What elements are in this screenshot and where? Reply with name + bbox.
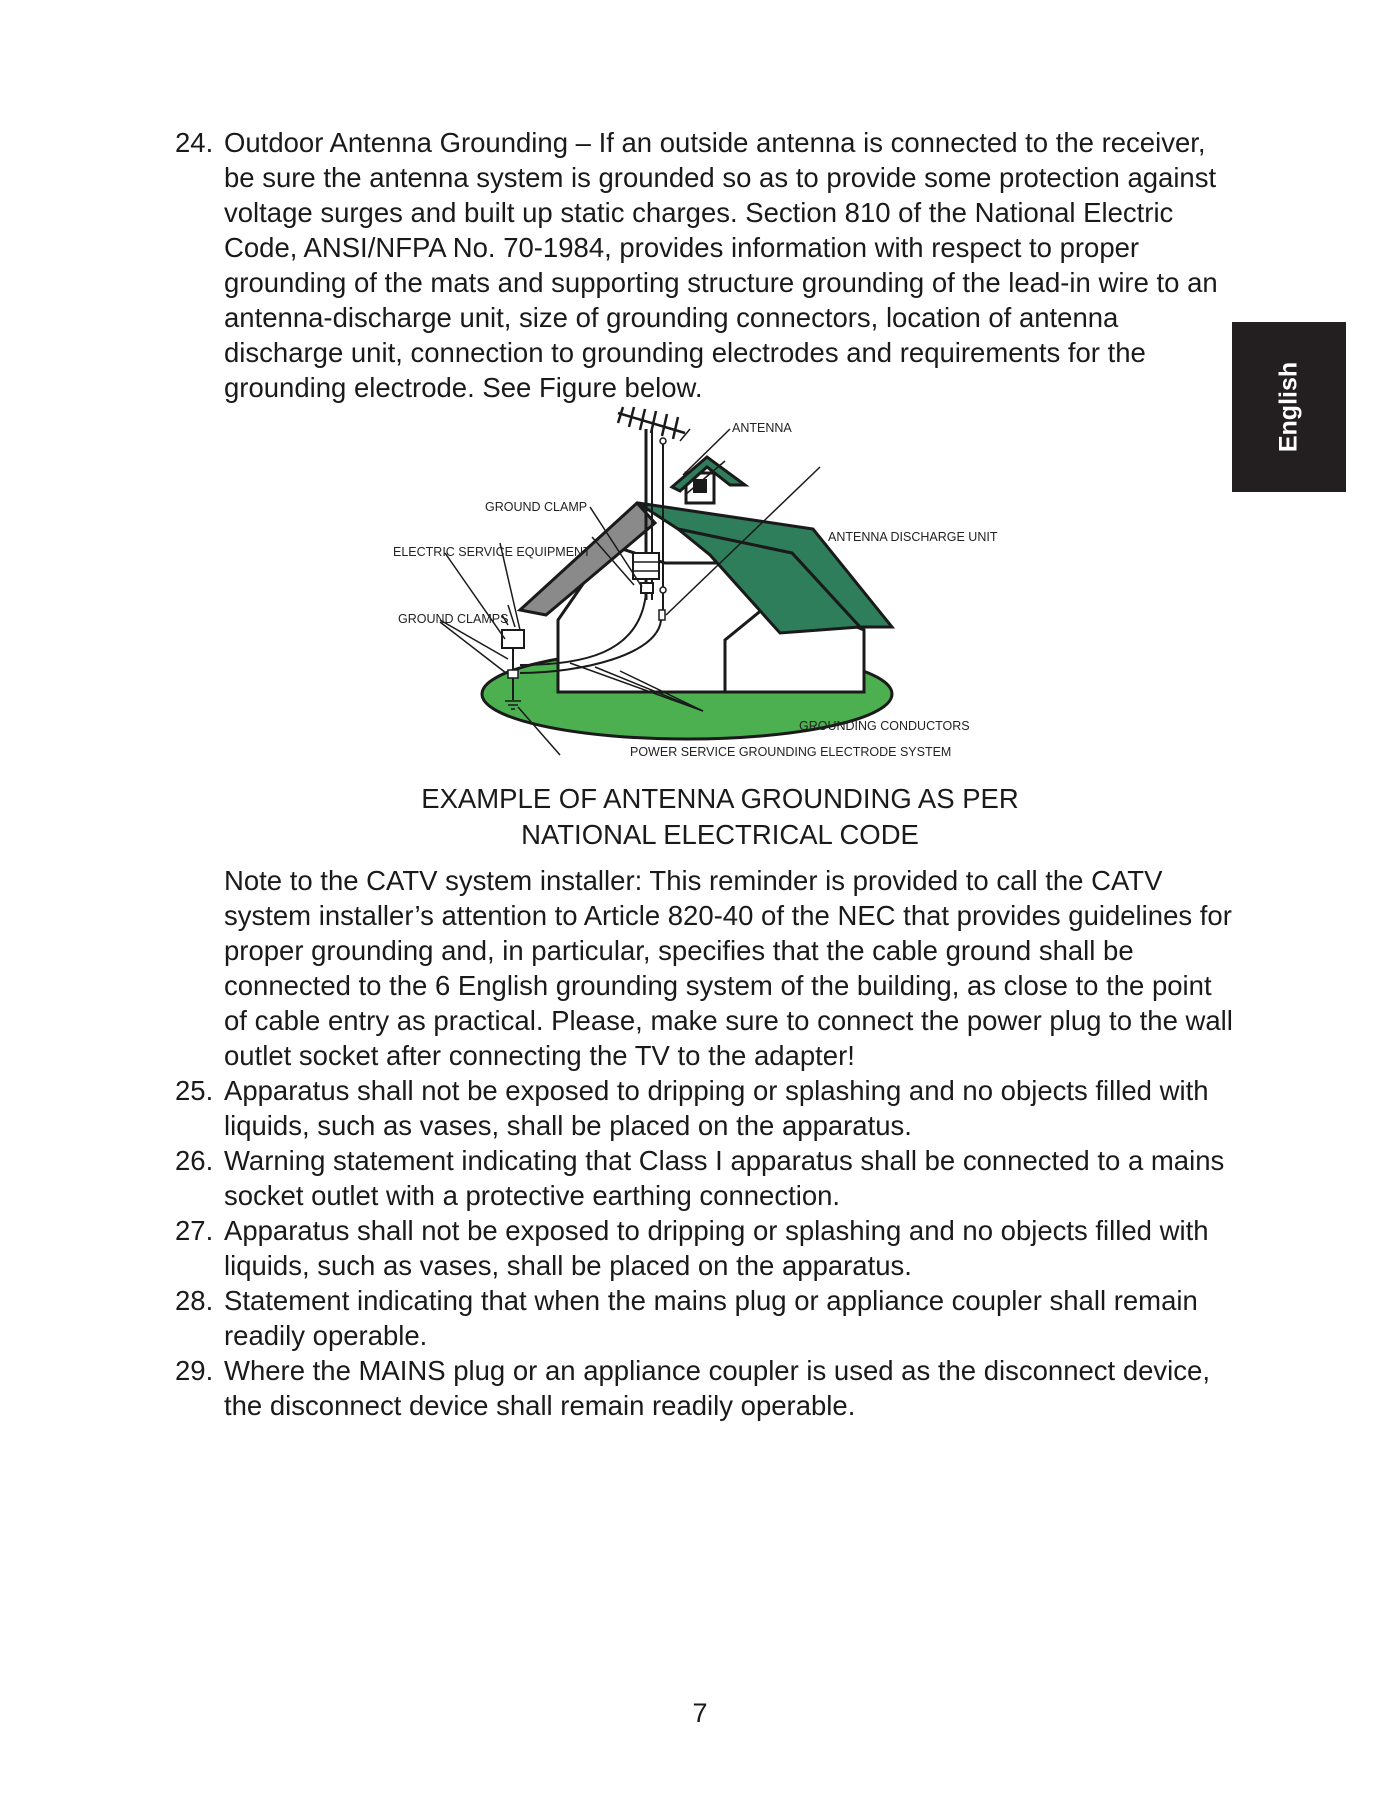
list-item-28 [175,1283,1235,1353]
antenna-grounding-figure [380,405,1020,775]
label-power-service: POWER SERVICE GROUNDING ELECTRODE SYSTEM [630,745,952,759]
label-antenna-discharge-unit: ANTENNA DISCHARGE UNIT [828,530,998,544]
list-item-29 [175,1353,1235,1423]
service-equipment [502,630,524,648]
list-item-27 [175,1213,1235,1283]
item-text: Statement indicating that when the mains plug or appliance coupler shall remain readily operable. [224,1285,1198,1351]
ground-clamp-lower [508,670,518,678]
list-item-25 [175,1073,1235,1143]
caption-line-2: NATIONAL ELECTRICAL CODE [521,819,919,850]
item-text: Outdoor Antenna Grounding – If an outside antenna is connected to the receiver, be sure the antenna system is grounded so as to provide some protection against voltage surges and built up static charges. Section 810 of the National Electric Code, ANSI/NFPA No. 70-1984, provides information with respect to proper grounding of the mats and supporting structure grounding of the lead-in wire to an antenna-discharge unit, size of grounding connectors, location of antenna discharge unit, connection to grounding electrodes and requirements for the grounding electrode. See Figure below. [224,127,1218,403]
item-number: 29. [175,1355,214,1386]
lead-in-top [660,438,666,444]
label-grounding-conductors: GROUNDING CONDUCTORS [799,719,970,733]
lead-in-clamp [660,587,666,593]
discharge-terminal [659,610,665,620]
list-item-26 [175,1143,1235,1213]
figure-caption [330,781,1110,853]
item-number: 28. [175,1285,214,1316]
item-number: 27. [175,1215,214,1246]
label-ground-clamps: GROUND CLAMPS [398,612,509,626]
language-tab [1232,322,1346,492]
list-item-24 [175,125,1235,405]
discharge-unit [633,553,659,579]
label-electric-service-equipment: ELECTRIC SERVICE EQUIPMENT [393,545,591,559]
label-ground-clamp: GROUND CLAMP [485,500,588,514]
page-number: 7 [692,1698,708,1728]
item-number: 26. [175,1145,214,1176]
item-text: Apparatus shall not be exposed to dripping or splashing and no objects filled with liquids, such as vases, shall be placed on the apparatus. [224,1215,1209,1281]
label-antenna: ANTENNA [732,421,792,435]
catv-note: Note to the CATV system installer: This reminder is provided to call the CATV system installer’s attention to Article 820-40 of the NEC that provides guidelines for proper grounding and, in particular, specifies that the cable ground shall be connected to the 6 English grounding system of the building, as close to the point of cable entry as practical. Please, make sure to connect the power plug to the wall outlet socket after connecting the TV to the adapter! [224,865,1233,1071]
item-number: 25. [175,1075,214,1106]
item-text: Apparatus shall not be exposed to dripping or splashing and no objects filled with liquids, such as vases, shall be placed on the apparatus. [224,1075,1209,1141]
grounding-diagram [380,405,1020,775]
item-number: 24. [175,127,214,158]
item-text: Warning statement indicating that Class I apparatus shall be connected to a mains socket outlet with a protective earthing connection. [224,1145,1225,1211]
caption-line-1: EXAMPLE OF ANTENNA GROUNDING AS PER [421,783,1019,814]
item-text: Where the MAINS plug or an appliance coupler is used as the disconnect device, the disconnect device shall remain readily operable. [224,1355,1210,1421]
ground-clamp-box [641,583,653,593]
language-tab-label: English [1274,361,1303,453]
